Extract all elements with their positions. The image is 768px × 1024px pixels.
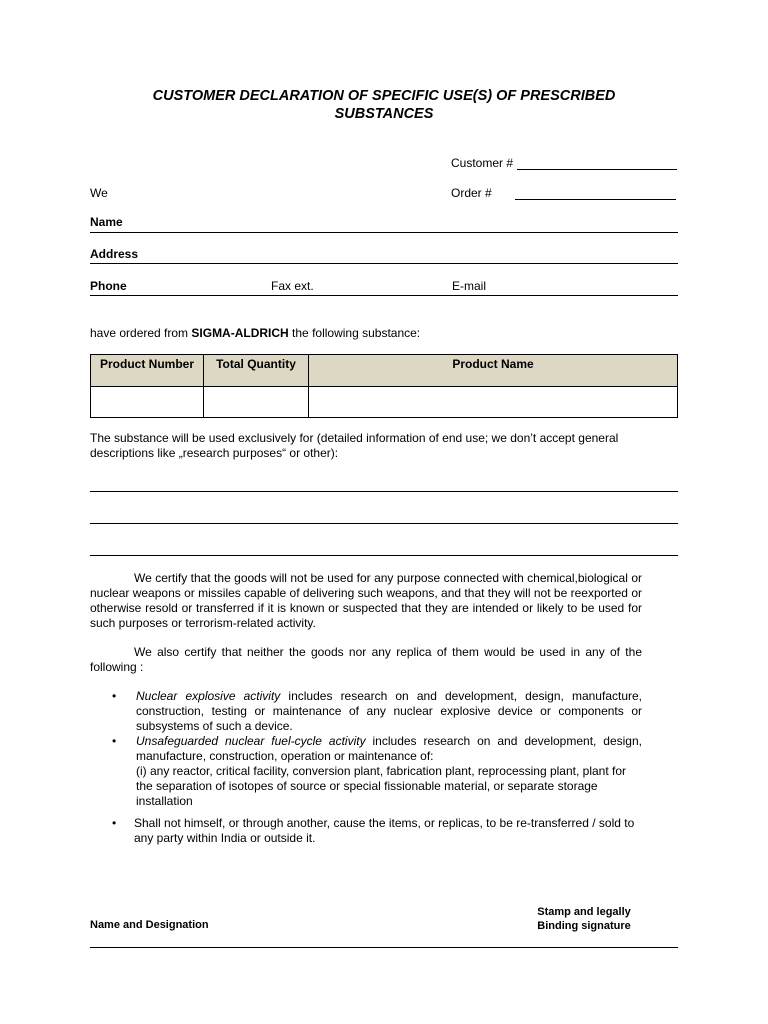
product-name-cell[interactable]: [309, 387, 678, 418]
name-designation-label: Name and Designation: [90, 919, 209, 931]
product-table-header: [91, 355, 678, 387]
certification-paragraph-2: We also certify that neither the goods nor any replica of them would be used in any of the following :: [90, 645, 642, 674]
stamp-label-line-1: Stamp and legally: [537, 906, 631, 918]
total-quantity-cell[interactable]: [204, 387, 309, 418]
product-name-header: Product Name: [309, 355, 678, 387]
company-name: SIGMA-ALDRICH: [191, 326, 289, 340]
product-number-header: Product Number: [91, 355, 204, 387]
bullet-2-text: includes research on and development, design, manufacture, construction, operation or maintenance of:: [136, 734, 642, 763]
bullet-fuel-cycle: [136, 734, 642, 809]
bullet-marker-1: •: [112, 689, 117, 703]
address-field[interactable]: [90, 263, 678, 264]
stamp-signature-label: [520, 905, 648, 933]
end-use-field-line-1[interactable]: [90, 491, 678, 492]
fax-label: Fax ext.: [271, 279, 314, 293]
product-number-cell[interactable]: [91, 387, 204, 418]
name-label: Name: [90, 215, 123, 229]
bullet-1-text: includes research on and development, design, manufacture, construction, testing or maintenance of any nuclear explosive device or components or subsystems of such a device.: [136, 689, 643, 733]
address-label: Address: [90, 247, 139, 261]
phone-fax-email-field[interactable]: [90, 295, 678, 296]
bullet-marker-2: •: [112, 734, 117, 748]
name-field[interactable]: [90, 232, 678, 233]
bullet-2-subitem: (i) any reactor, critical facility, conversion plant, fabrication plant, reprocessing plant, plant for the separation of isotopes of source or special fissionable material, or separate storage installation: [136, 764, 627, 808]
stamp-label-line-2: Binding signature: [537, 920, 631, 932]
order-number-label: Order #: [451, 186, 492, 200]
ordered-prefix: have ordered from: [90, 326, 192, 340]
bullet-1-term: Nuclear explosive activity: [136, 689, 281, 703]
end-use-instructions: [90, 431, 618, 461]
end-use-line-2: descriptions like „research purposes“ or other):: [90, 446, 339, 460]
total-quantity-header: Total Quantity: [204, 355, 309, 387]
order-number-field[interactable]: [515, 199, 676, 200]
bullet-3-text: Shall not himself, or through another, cause the items, or replicas, to be re-transferred / sold to any party within India or outside it.: [134, 816, 635, 845]
ordered-from-text: [90, 326, 420, 340]
phone-label: Phone: [90, 279, 127, 293]
table-row: [91, 387, 678, 418]
certification-paragraph-1: We certify that the goods will not be used for any purpose connected with chemical,biological or nuclear weapons or missiles capable of delivering such weapons, and that they will not be reexported or otherwise resold or transferred if it is known or suspected that they are intended or likely to be used for such purposes or terrorism-related activity.: [90, 571, 642, 630]
signature-line[interactable]: [90, 947, 678, 948]
form-title-line-2: SUBSTANCES: [334, 106, 434, 122]
end-use-field-line-2[interactable]: [90, 523, 678, 524]
customer-number-field[interactable]: [517, 169, 677, 170]
customer-number-label: Customer #: [451, 156, 514, 170]
we-label: We: [90, 186, 108, 200]
end-use-field-line-3[interactable]: [90, 555, 678, 556]
ordered-suffix: the following substance:: [288, 326, 421, 340]
bullet-nuclear-explosive: [136, 689, 642, 734]
bullet-marker-3: •: [112, 816, 117, 830]
bullet-no-retransfer: [134, 816, 646, 846]
form-title: [90, 87, 678, 123]
product-table: [90, 354, 678, 418]
bullet-2-term: Unsafeguarded nuclear fuel-cycle activity: [136, 734, 366, 748]
email-label: E-mail: [452, 279, 487, 293]
end-use-line-1: The substance will be used exclusively for (detailed information of end use; we don’t accept general: [90, 431, 619, 445]
form-title-line-1: CUSTOMER DECLARATION OF SPECIFIC USE(S) OF PRESCRIBED: [152, 88, 616, 104]
